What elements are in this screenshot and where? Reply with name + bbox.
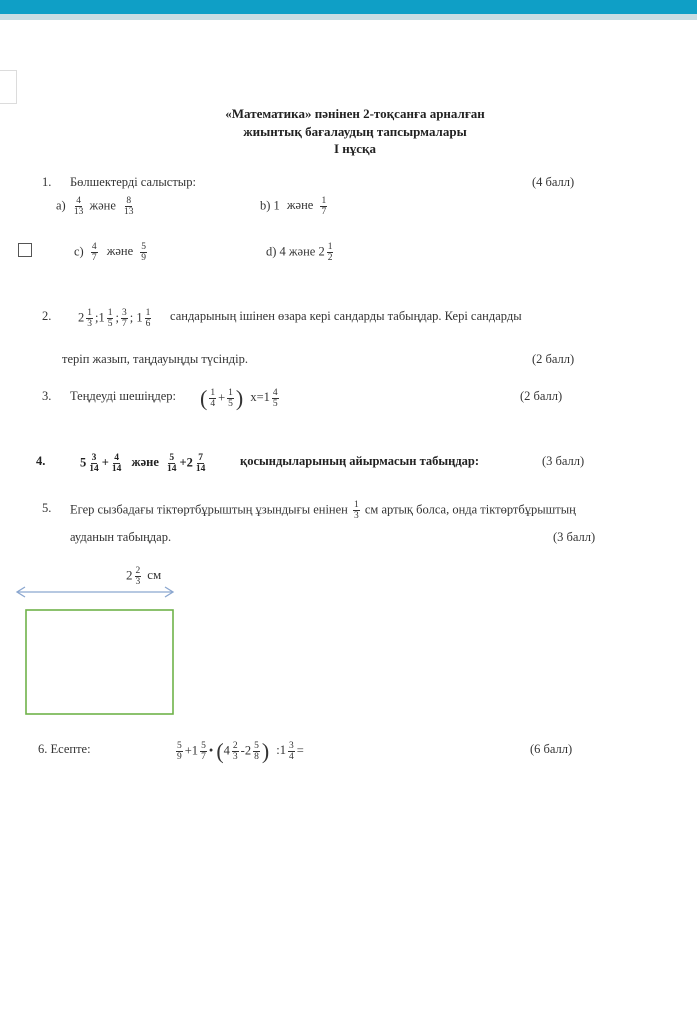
- q6-label: 6. Есепте:: [38, 742, 91, 756]
- q6-fraction-1: $\frac{5}{9}$: [177, 741, 182, 762]
- q5-text-b: см артық болса, онда тіктөртбұрыштың: [364, 502, 576, 517]
- q2-fraction-3: $\frac{3}{7}$: [121, 308, 127, 329]
- q2-fraction-4: $\frac{1}{6}$: [145, 308, 151, 329]
- q3-fraction-3: $\frac{4}{5}$: [272, 388, 278, 409]
- doc-title-line-1: «Математика» пәнінен 2-тоқсанға арналған: [225, 106, 485, 121]
- q2-fraction-1: $\frac{1}{3}$: [87, 308, 92, 329]
- q4-fraction-2: $\frac{4}{14}$: [111, 453, 122, 474]
- q6-points: (6 балл): [530, 742, 573, 756]
- q1-c-fraction-1: $\frac{4}{7}$: [91, 242, 97, 263]
- q6-fraction-4: $\frac{5}{8}$: [254, 741, 259, 762]
- q4-fraction-4: $\frac{7}{14}$: [195, 453, 206, 474]
- q5-fraction: $\frac{1}{3}$: [353, 500, 359, 521]
- q5-text-a: Егер сызбадағы тіктөртбұрыштың ұзындығы енінен: [70, 502, 348, 517]
- q2-numbers: 2 $\frac{1}{3}$ ;1 $\frac{1}{5}$ ; $\frac{3}{7}$ ; 1 $\frac{1}{6}$: [78, 308, 151, 329]
- q2-points: (2 балл): [532, 352, 575, 366]
- q3-equation: ( $\frac{1}{4}$ + $\frac{1}{5}$ ) x=1 $\frac{4}{5}$: [200, 385, 278, 411]
- q1-points: (4 балл): [532, 175, 575, 189]
- q5-text-2: ауданын табыңдар.: [70, 530, 172, 544]
- rectangle-length-label: 2 $\frac{2}{3}$ см: [126, 566, 162, 587]
- q6-fraction-3: $\frac{2}{3}$: [232, 741, 238, 762]
- q3-number: 3.: [42, 389, 52, 403]
- q3-text: Теңдеуді шешіңдер:: [70, 389, 177, 403]
- doc-title-line-3: І нұсқа: [333, 141, 377, 156]
- q5-points: (3 балл): [553, 530, 596, 544]
- q1-c-label: c): [74, 244, 84, 259]
- q2-text: сандарының ішінен өзара кері сандарды табыңдар. Кері сандарды: [170, 309, 522, 323]
- q4-text: қосындыларының айырмасын табыңдар:: [240, 454, 480, 468]
- q1-text: Бөлшектерді салыстыр:: [70, 175, 196, 189]
- q3-fraction-2: $\frac{1}{5}$: [228, 388, 233, 409]
- q4-fraction-1: $\frac{3}{14}$: [89, 453, 99, 474]
- q1-a-label: a): [56, 198, 66, 213]
- q1-a-fraction-1: $\frac{4}{13}$: [73, 196, 84, 217]
- q4-fraction-3: $\frac{5}{14}$: [167, 453, 177, 474]
- q2-number: 2.: [42, 309, 52, 323]
- q2-fraction-2: $\frac{1}{5}$: [107, 308, 113, 329]
- q6-fraction-2: $\frac{5}{7}$: [201, 741, 206, 762]
- q1-a-fraction-2: $\frac{8}{13}$: [124, 196, 134, 217]
- q3-fraction-1: $\frac{1}{4}$: [210, 388, 216, 409]
- q4-expression: 5 $\frac{3}{14}$ + $\frac{4}{14}$ және $\frac{5}{14}$ +2 $\frac{7}{14}$: [80, 453, 206, 474]
- q1-d-word: және 2: [288, 244, 325, 259]
- q1-c-word: және: [106, 244, 134, 259]
- q1-d-fraction: $\frac{1}{2}$: [327, 242, 333, 263]
- q1-b-word: және: [286, 198, 314, 213]
- q1-number: 1.: [42, 175, 52, 189]
- q1-d-label: d) 4: [266, 244, 286, 259]
- q4-points: (3 балл): [542, 454, 585, 468]
- q3-points: (2 балл): [520, 389, 563, 403]
- q1-b-label: b) 1: [260, 198, 280, 213]
- q6-expression: $\frac{5}{9}$ +1 $\frac{5}{7}$ • (4 $\frac{2}{3}$ -2 $\frac{5}{8}$ ) :1 $\frac{3}{4}$ =: [177, 738, 304, 764]
- q4-number: 4.: [36, 454, 46, 468]
- q1-c-fraction-2: $\frac{5}{9}$: [141, 242, 147, 263]
- q6-fraction-5: $\frac{3}{4}$: [289, 741, 294, 762]
- q2-text-2: теріп жазып, таңдауыңды түсіндір.: [62, 352, 248, 366]
- q5-number: 5.: [42, 501, 52, 515]
- dimension-arrow: [17, 587, 173, 597]
- q1-b-fraction: $\frac{1}{7}$: [321, 196, 327, 217]
- doc-title-line-2: жиынтық бағалаудың тапсырмалары: [243, 124, 467, 139]
- rectangle: [26, 610, 173, 714]
- q1-a-word: және: [89, 198, 116, 213]
